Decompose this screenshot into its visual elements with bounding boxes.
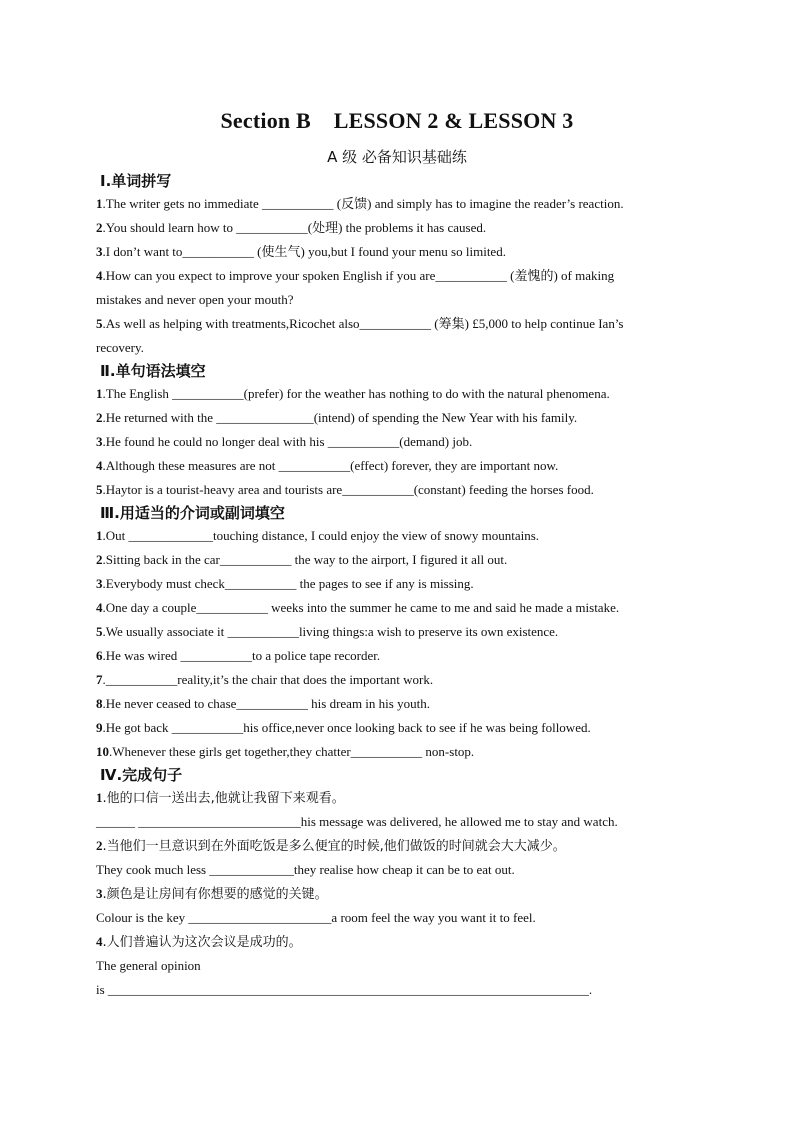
- question-text: .He found he could no longer deal with his ___________(demand) job.: [102, 434, 473, 449]
- question-text: .Haytor is a tourist-heavy area and tourists are___________(constant) feeding the horses food.: [102, 482, 594, 497]
- question-text: .You should learn how to ___________(处理) the problems it has caused.: [102, 220, 487, 235]
- exercise-line: [96, 312, 696, 336]
- exercise-line: [96, 596, 696, 620]
- question-text: .He returned with the _______________(intend) of spending the New Year with his family.: [102, 410, 578, 425]
- question-text: .Out _____________touching distance, I could enjoy the view of snowy mountains.: [102, 528, 540, 543]
- question-text: .One day a couple___________ weeks into the summer he came to me and said he made a mistake.: [102, 600, 620, 615]
- question-text: .How can you expect to improve your spoken English if you are___________ (羞愧的) of making: [102, 268, 615, 283]
- question-text: The general opinion: [96, 958, 201, 973]
- question-number: 4: [96, 458, 103, 473]
- question-number: 1: [96, 790, 103, 805]
- exercise-line: [96, 740, 696, 764]
- question-number: 2: [96, 838, 103, 853]
- exercise-line: [96, 454, 696, 478]
- page-subtitle: A 级 必备知识基础练: [327, 148, 467, 166]
- question-number: 5: [96, 316, 103, 331]
- exercise-line: [96, 548, 696, 572]
- exercise-line: [96, 978, 696, 1002]
- question-text: .Everybody must check___________ the pages to see if any is missing.: [102, 576, 474, 591]
- question-number: 4: [96, 268, 103, 283]
- question-number: 10: [96, 744, 109, 759]
- question-text: They cook much less _____________they realise how cheap it can be to eat out.: [96, 862, 515, 877]
- exercise-line: [96, 240, 696, 264]
- exercise-line: [96, 336, 696, 360]
- question-number: 8: [96, 696, 103, 711]
- question-number: 3: [96, 434, 103, 449]
- question-number: 7: [96, 672, 103, 687]
- question-text: .He was wired ___________to a police tape recorder.: [102, 648, 381, 663]
- page-title: Section B LESSON 2 & LESSON 3: [220, 108, 574, 133]
- question-number: 1: [96, 386, 103, 401]
- question-number: 2: [96, 552, 103, 567]
- question-number: 2: [96, 410, 103, 425]
- exercise-line: [96, 906, 696, 930]
- question-text: .Sitting back in the car___________ the way to the airport, I figured it all out.: [102, 552, 508, 567]
- exercise-line: [96, 620, 696, 644]
- exercise-line: [96, 216, 696, 240]
- section-heading: Ⅰ.单词拼写: [100, 172, 172, 190]
- exercise-line: [96, 786, 696, 810]
- section-heading: Ⅲ.用适当的介词或副词填空: [100, 504, 285, 522]
- question-number: 4: [96, 600, 103, 615]
- exercise-line: [96, 478, 696, 502]
- exercise-line: [96, 430, 696, 454]
- exercise-line: [96, 692, 696, 716]
- question-number: 4: [96, 934, 103, 949]
- chinese-prompt: .颜色是让房间有你想要的感觉的关键。: [102, 887, 328, 902]
- question-number: 3: [96, 244, 103, 259]
- chinese-prompt: .他的口信一送出去,他就让我留下来观看。: [102, 791, 345, 806]
- exercise-line: [96, 858, 696, 882]
- exercise-line: [96, 954, 696, 978]
- question-number: 5: [96, 482, 103, 497]
- question-number: 1: [96, 528, 103, 543]
- question-text: mistakes and never open your mouth?: [96, 292, 294, 307]
- exercise-line: [96, 524, 696, 548]
- question-text: .As well as helping with treatments,Ricochet also___________ (筹集) £5,000 to help continue Ian’s: [102, 316, 624, 331]
- exercise-line: [96, 644, 696, 668]
- question-text: .He never ceased to chase___________ his dream in his youth.: [102, 696, 430, 711]
- exercise-line: [96, 382, 696, 406]
- exercise-line: [96, 668, 696, 692]
- question-number: 6: [96, 648, 103, 663]
- question-number: 2: [96, 220, 103, 235]
- exercise-line: [96, 288, 696, 312]
- exercise-line: [96, 834, 696, 858]
- exercise-line: [96, 572, 696, 596]
- question-number: 9: [96, 720, 103, 735]
- question-text: .The English ___________(prefer) for the weather has nothing to do with the natural phenomena.: [102, 386, 610, 401]
- section-heading: Ⅱ.单句语法填空: [100, 362, 206, 380]
- exercise-content: [96, 170, 696, 1002]
- question-text: .___________reality,it’s the chair that does the important work.: [102, 672, 434, 687]
- chinese-prompt: .当他们一旦意识到在外面吃饭是多么便宜的时候,他们做饭的时间就会大大减少。: [102, 839, 566, 854]
- exercise-line: [96, 810, 696, 834]
- question-text: recovery.: [96, 340, 144, 355]
- exercise-line: [96, 716, 696, 740]
- question-text: is __________________________________________________________________________.: [96, 982, 593, 997]
- question-number: 3: [96, 886, 103, 901]
- question-text: .I don’t want to___________ (使生气) you,but I found your menu so limited.: [102, 244, 506, 259]
- question-number: 1: [96, 196, 103, 211]
- question-text: .He got back ___________his office,never once looking back to see if he was being followed.: [102, 720, 591, 735]
- question-text: .Although these measures are not ___________(effect) forever, they are important now.: [102, 458, 559, 473]
- question-text: ______ _________________________his message was delivered, he allowed me to stay and watch.: [96, 814, 618, 829]
- question-number: 3: [96, 576, 103, 591]
- question-text: .The writer gets no immediate ___________ (反馈) and simply has to imagine the reader’s reaction.: [102, 196, 624, 211]
- exercise-line: [96, 406, 696, 430]
- question-text: .We usually associate it ___________living things:a wish to preserve its own existence.: [102, 624, 559, 639]
- exercise-line: [96, 264, 696, 288]
- exercise-line: [96, 930, 696, 954]
- exercise-line: [96, 882, 696, 906]
- question-text: .Whenever these girls get together,they chatter___________ non-stop.: [109, 744, 475, 759]
- exercise-line: [96, 192, 696, 216]
- question-text: Colour is the key ______________________a room feel the way you want it to feel.: [96, 910, 536, 925]
- question-number: 5: [96, 624, 103, 639]
- chinese-prompt: .人们普遍认为这次会议是成功的。: [102, 935, 302, 950]
- section-heading: Ⅳ.完成句子: [100, 766, 183, 784]
